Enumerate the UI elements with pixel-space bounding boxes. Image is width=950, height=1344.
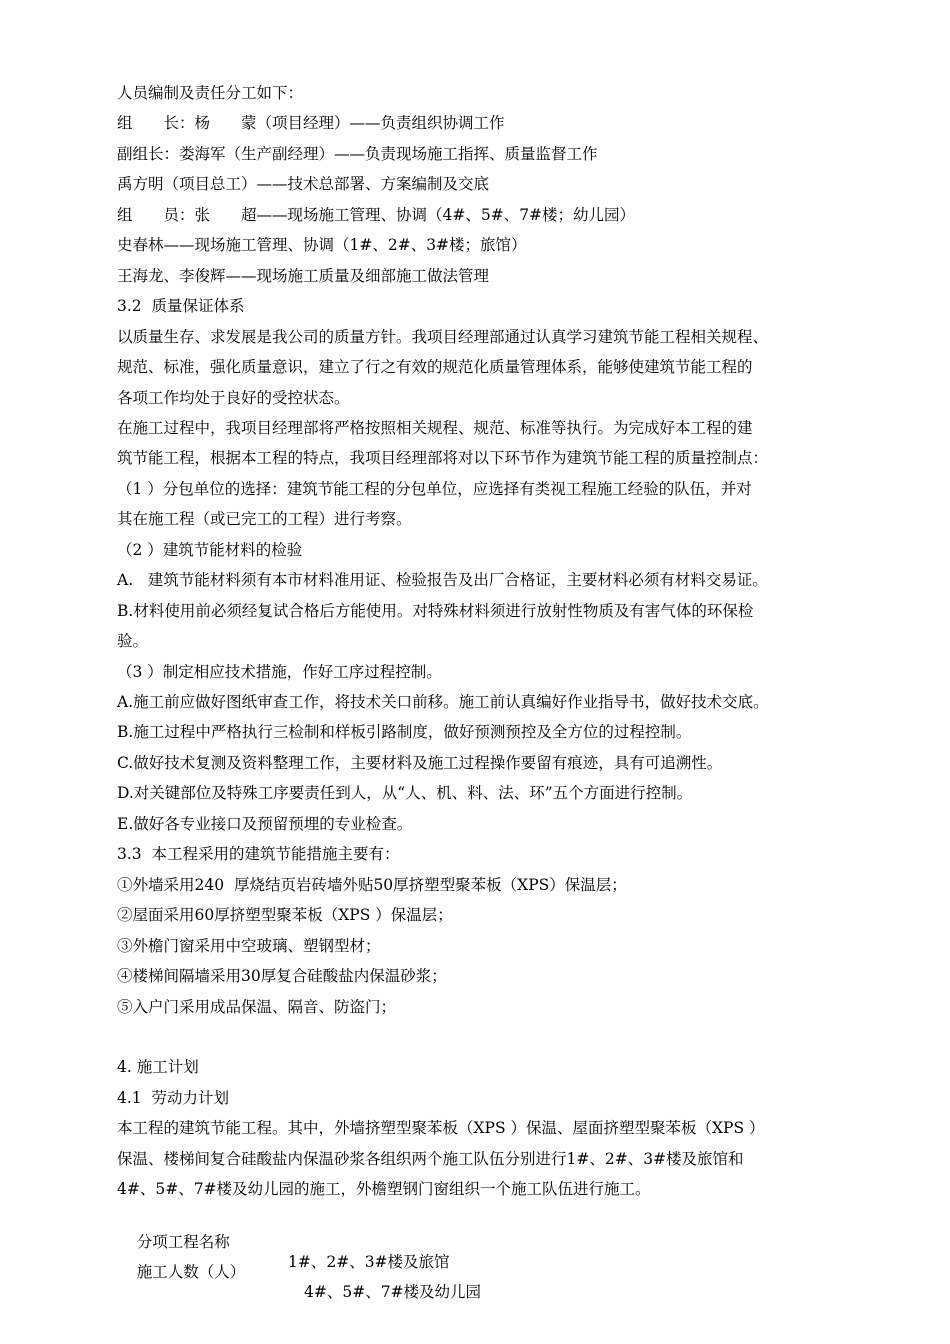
text-line: D.对关键部位及特殊工序要责任到人，从“人、机、料、法、环”五个方面进行控制。	[117, 784, 693, 802]
text-line: B.施工过程中严格执行三检制和样板引路制度，做好预测预控及全方位的过程控制。	[117, 723, 692, 741]
text-line: 其在施工程（或已完工的工程）进行考察。	[117, 510, 412, 528]
text-line: 保温、楼梯间复合硅酸盐内保温砂浆各组织两个施工队伍分别进行1#、2#、3#楼及旅馆和	[117, 1150, 744, 1168]
text-line: 以质量生存、求发展是我公司的质量方针。我项目经理部通过认真学习建筑节能工程相关规程、	[117, 328, 769, 346]
text-line: ③外檐门窗采用中空玻璃、塑钢型材；	[117, 937, 381, 955]
text-line: （1 ）分包单位的选择：建筑节能工程的分包单位，应选择有类视工程施工经验的队伍，并对	[117, 480, 752, 498]
text-line: 史春林——现场施工管理、协调（1#、2#、3#楼；旅馆）	[117, 236, 527, 254]
text-line: 各项工作均处于良好的受控状态。	[117, 389, 350, 407]
table-row-value: 1#、2#、3#楼及旅馆	[288, 1253, 450, 1271]
text-line: 筑节能工程，根据本工程的特点，我项目经理部将对以下环节作为建筑节能工程的质量控制点：	[117, 449, 769, 467]
text-line: A. 建筑节能材料须有本市材料准用证、检验报告及出厂合格证，主要材料必须有材料交易证。	[117, 571, 768, 589]
table-row-value: 4#、5#、7#楼及幼儿园	[304, 1283, 482, 1301]
text-line: 人员编制及责任分工如下：	[117, 84, 304, 102]
text-line: 王海龙、李俊辉——现场施工质量及细部施工做法管理	[117, 267, 490, 285]
text-line: ⑤入户门采用成品保温、隔音、防盗门；	[117, 998, 397, 1016]
text-line: 验。	[117, 632, 149, 650]
text-line: 组 长：杨 蒙（项目经理）——负责组织协调工作	[117, 114, 505, 132]
text-line: ④楼梯间隔墙采用30厚复合硅酸盐内保温砂浆；	[117, 967, 447, 985]
table-row-label: 施工人数（人）	[136, 1263, 246, 1281]
text-line: （3 ）制定相应技术措施，作好工序过程控制。	[117, 663, 442, 681]
text-line: 本工程的建筑节能工程。其中，外墙挤塑型聚苯板（XPS ）保温、屋面挤塑型聚苯板（XPS ）	[117, 1119, 765, 1137]
text-line: 4. 施工计划	[117, 1058, 199, 1076]
text-line: 副组长：娄海军（生产副经理）——负责现场施工指挥、质量监督工作	[117, 145, 598, 163]
text-line: 组 员：张 超——现场施工管理、协调（4#、5#、7#楼；幼儿园）	[117, 206, 636, 224]
text-line: 3.3 本工程采用的建筑节能措施主要有：	[117, 845, 400, 863]
text-line: B.材料使用前必须经复试合格后方能使用。对特殊材料须进行放射性物质及有害气体的环保检	[117, 602, 754, 620]
table-row-label: 分项工程名称	[136, 1233, 230, 1251]
text-line: 4.1 劳动力计划	[117, 1089, 230, 1107]
text-line: （2 ）建筑节能材料的检验	[117, 541, 303, 559]
text-line: E.做好各专业接口及预留预埋的专业检查。	[117, 815, 413, 833]
text-line: 3.2 质量保证体系	[117, 297, 245, 315]
table-row	[117, 1242, 837, 1322]
text-line: A.施工前应做好图纸审查工作，将技术关口前移。施工前认真编好作业指导书，做好技术交底。	[117, 693, 769, 711]
text-line: 4#、5#、7#楼及幼儿园的施工，外檐塑钢门窗组织一个施工队伍进行施工。	[117, 1180, 651, 1198]
text-line: ①外墙采用240 厚烧结页岩砖墙外贴50厚挤塑型聚苯板（XPS）保温层；	[117, 876, 627, 894]
text-line: C.做好技术复测及资料整理工作，主要材料及施工过程操作要留有痕迹，具有可追溯性。	[117, 754, 723, 772]
text-line: 禹方明（项目总工）——技术总部署、方案编制及交底	[117, 175, 490, 193]
text-line: 在施工过程中，我项目经理部将严格按照相关规程、规范、标准等执行。为完成好本工程的建	[117, 419, 753, 437]
text-line: ②屋面采用60厚挤塑型聚苯板（XPS ）保温层；	[117, 906, 453, 924]
text-line: 规范、标准，强化质量意识，建立了行之有效的规范化质量管理体系，能够使建筑节能工程的	[117, 358, 753, 376]
